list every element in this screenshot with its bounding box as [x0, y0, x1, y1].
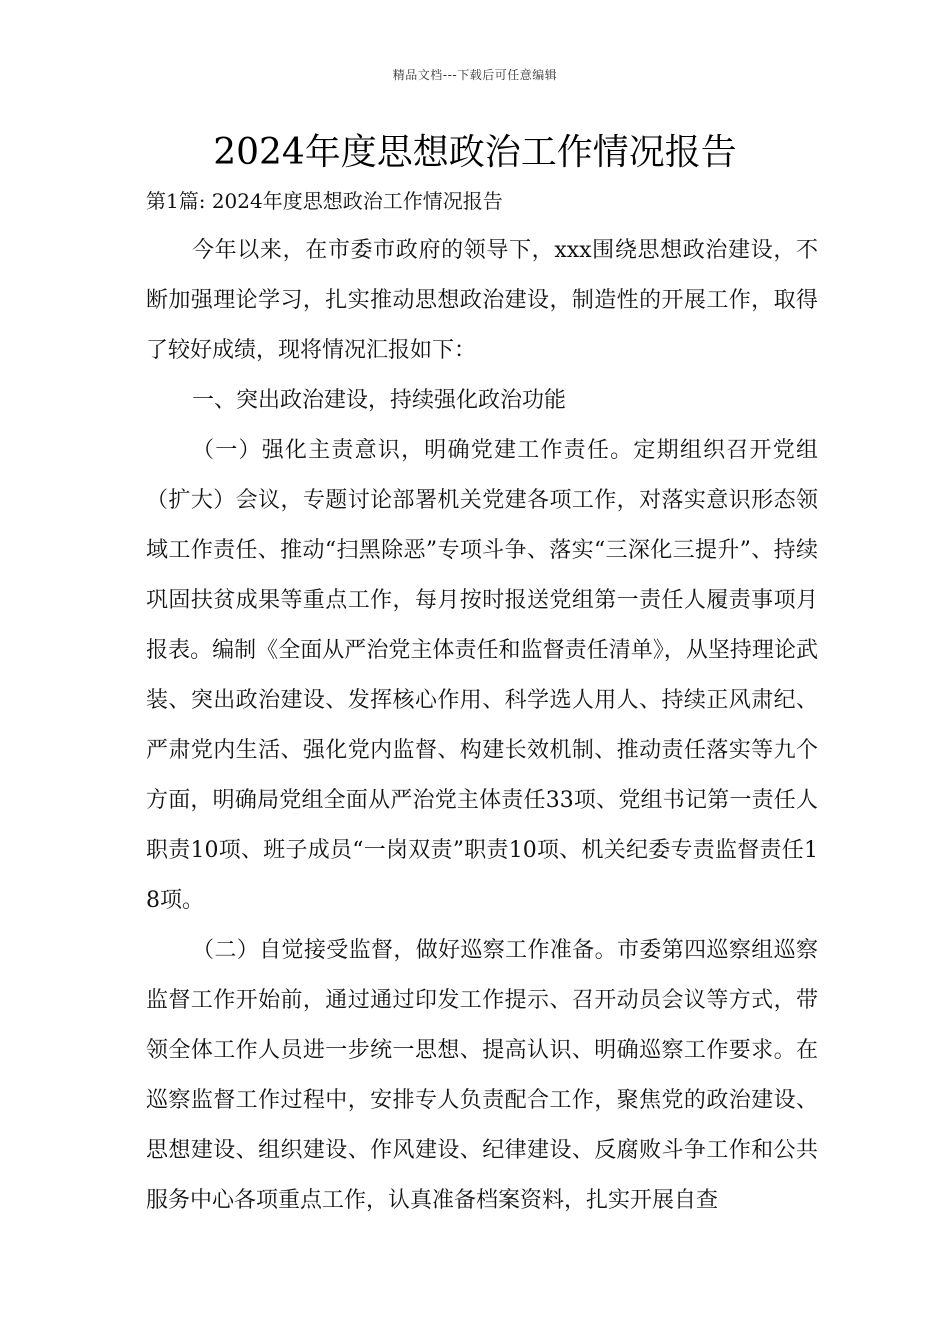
document-body	[146, 226, 818, 1226]
page-header-note: 精品文档---下载后可任意编辑	[392, 68, 558, 82]
paragraph-intro: 今年以来，在市委市政府的领导下，xxx围绕思想政治建设，不断加强理论学习，扎实推动思想政治建设，制造性的开展工作，取得了较好成绩，现将情况汇报如下：	[146, 238, 818, 363]
paragraph-inspection: （二）自觉接受监督，做好巡察工作准备。市委第四巡察组巡察监督工作开始前，通过通过印发工作提示、召开动员会议等方式，带领全体工作人员进一步统一思想、提高认识、明确巡察工作要求。在巡察监督工作过程中，安排专人负责配合工作，聚焦党的政治建设、思想建设、组织建设、作风建设、纪律建设、反腐败斗争工作和公共服务中心各项重点工作，认真准备档案资料，扎实开展自查	[146, 938, 818, 1213]
article-heading: 第1篇: 2024年度思想政治工作情况报告	[146, 189, 503, 213]
section-heading-1: 一、突出政治建设，持续强化政治功能	[192, 388, 567, 413]
paragraph-responsibility: （一）强化主责意识，明确党建工作责任。定期组织召开党组（扩大）会议，专题讨论部署机关党建各项工作，对落实意识形态领域工作责任、推动“扫黑除恶”专项斗争、落实“三深化三提升”、持续巩固扶贫成果等重点工作，每月按时报送党组第一责任人履责事项月报表。编制《全面从严治党主体责任和监督责任清单》，从坚持理论武装、突出政治建设、发挥核心作用、科学选人用人、持续正风肃纪、严肃党内生活、强化党内监督、构建长效机制、推动责任落实等九个方面，明确局党组全面从严治党主体责任33项、党组书记第一责任人职责10项、班子成员“一岗双责”职责10项、机关纪委专责监督责任18项。	[146, 438, 818, 913]
document-title: 2024年度思想政治工作情况报告	[213, 132, 737, 173]
